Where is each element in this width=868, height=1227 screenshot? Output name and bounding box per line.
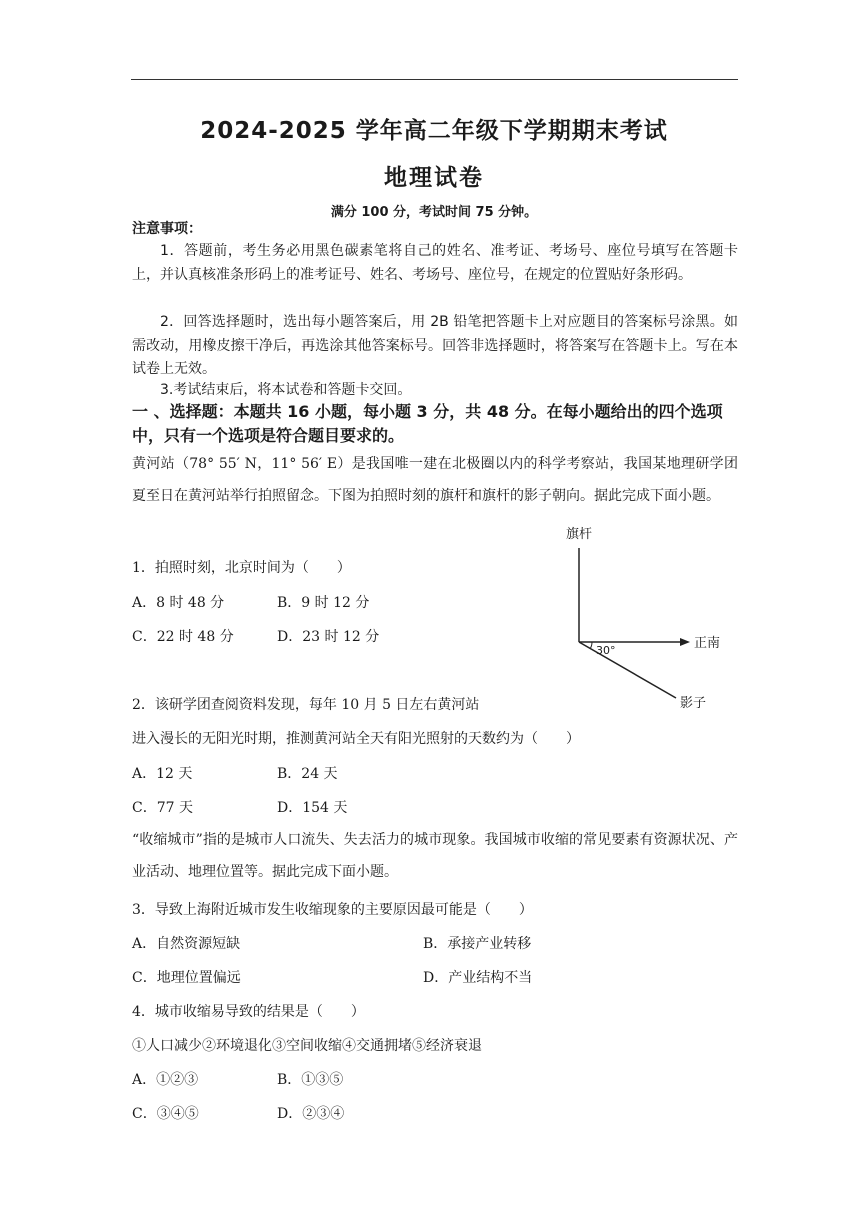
south-label: 正南 [694,636,721,651]
question-4-option-c[interactable]: C．③④⑤ [132,1106,199,1122]
flagpole-shadow-diagram [560,522,740,712]
section-heading: 一 、选择题：本题共 16 小题，每小题 3 分，共 48 分。在每小题给出的四个选项中，只有一个选项是符合题目要求的。 [132,402,723,445]
question-2-option-b[interactable]: B．24 天 [277,766,338,782]
subject-title: 地理试卷 [384,165,484,191]
shadow-line [579,642,676,698]
flagpole-label: 旗杆 [566,527,593,542]
header-rule [131,79,738,80]
question-3-option-a[interactable]: A．自然资源短缺 [132,936,241,952]
question-3-stem: 3．导致上海附近城市发生收缩现象的主要原因最可能是（ ） [132,902,533,918]
angle-arc [590,642,592,649]
question-4-stem: 4．城市收缩易导致的结果是（ ） [132,1004,365,1020]
south-arrow-icon [680,638,690,646]
question-1-option-a[interactable]: A．8 时 48 分 [132,595,225,611]
question-2-stem-line1: 2．该研学团查阅资料发现，每年 10 月 5 日左右黄河站 [132,697,480,713]
question-1-option-b[interactable]: B．9 时 12 分 [277,595,370,611]
question-3-option-d[interactable]: D．产业结构不当 [423,970,533,986]
note-item-1: 1．答题前，考生务必用黑色碳素笔将自己的姓名、准考证、考场号、座位号填写在答题卡上，并认真核准条形码上的准考证号、姓名、考场号、座位号，在规定的位置贴好条形码。 [132,243,738,283]
question-4-statement: ①人口减少②环境退化③空间收缩④交通拥堵⑤经济衰退 [132,1038,482,1054]
exam-meta: 满分 100 分，考试时间 75 分钟。 [330,205,538,220]
question-2-option-c[interactable]: C．77 天 [132,800,193,816]
notes-heading: 注意事项： [132,221,202,237]
angle-label: 30° [596,644,616,657]
question-1-stem: 1．拍照时刻，北京时间为（ ） [132,560,351,576]
question-1-option-c[interactable]: C．22 时 48 分 [132,629,234,645]
note-item-3: 3.考试结束后，将本试卷和答题卡交回。 [160,382,412,398]
group2-stem: “收缩城市”指的是城市人口流失、失去活力的城市现象。我国城市收缩的常见要素有资源状况、产业活动、地理位置等。据此完成下面小题。 [132,832,738,880]
question-3-option-b[interactable]: B．承接产业转移 [423,936,532,952]
note-item-2: 2．回答选择题时，选出每小题答案后，用 2B 铅笔把答题卡上对应题目的答案标号涂黑。如需改动，用橡皮擦干净后，再选涂其他答案标号。回答非选择题时，将答案写在答题卡上。写在本试卷上无效。 [132,314,738,377]
question-4-option-a[interactable]: A．①②③ [132,1072,199,1088]
question-2-option-d[interactable]: D．154 天 [277,800,348,816]
question-4-option-d[interactable]: D．②③④ [277,1106,345,1122]
question-2-option-a[interactable]: A．12 天 [132,766,193,782]
shadow-label: 影子 [680,696,707,711]
group1-stem: 黄河站（78° 55′ N，11° 56′ E）是我国唯一建在北极圈以内的科学考察站，我国某地理研学团夏至日在黄河站举行拍照留念。下图为拍照时刻的旗杆和旗杆的影子朝向。据此完成下面小题。 [132,456,738,504]
question-1-option-d[interactable]: D．23 时 12 分 [277,629,380,645]
question-3-option-c[interactable]: C．地理位置偏远 [132,970,241,986]
question-4-option-b[interactable]: B．①③⑤ [277,1072,344,1088]
question-2-stem-line2: 进入漫长的无阳光时期，推测黄河站全天有阳光照射的天数约为（ ） [132,731,580,747]
exam-title: 2024-2025 学年高二年级下学期期末考试 [200,118,668,144]
